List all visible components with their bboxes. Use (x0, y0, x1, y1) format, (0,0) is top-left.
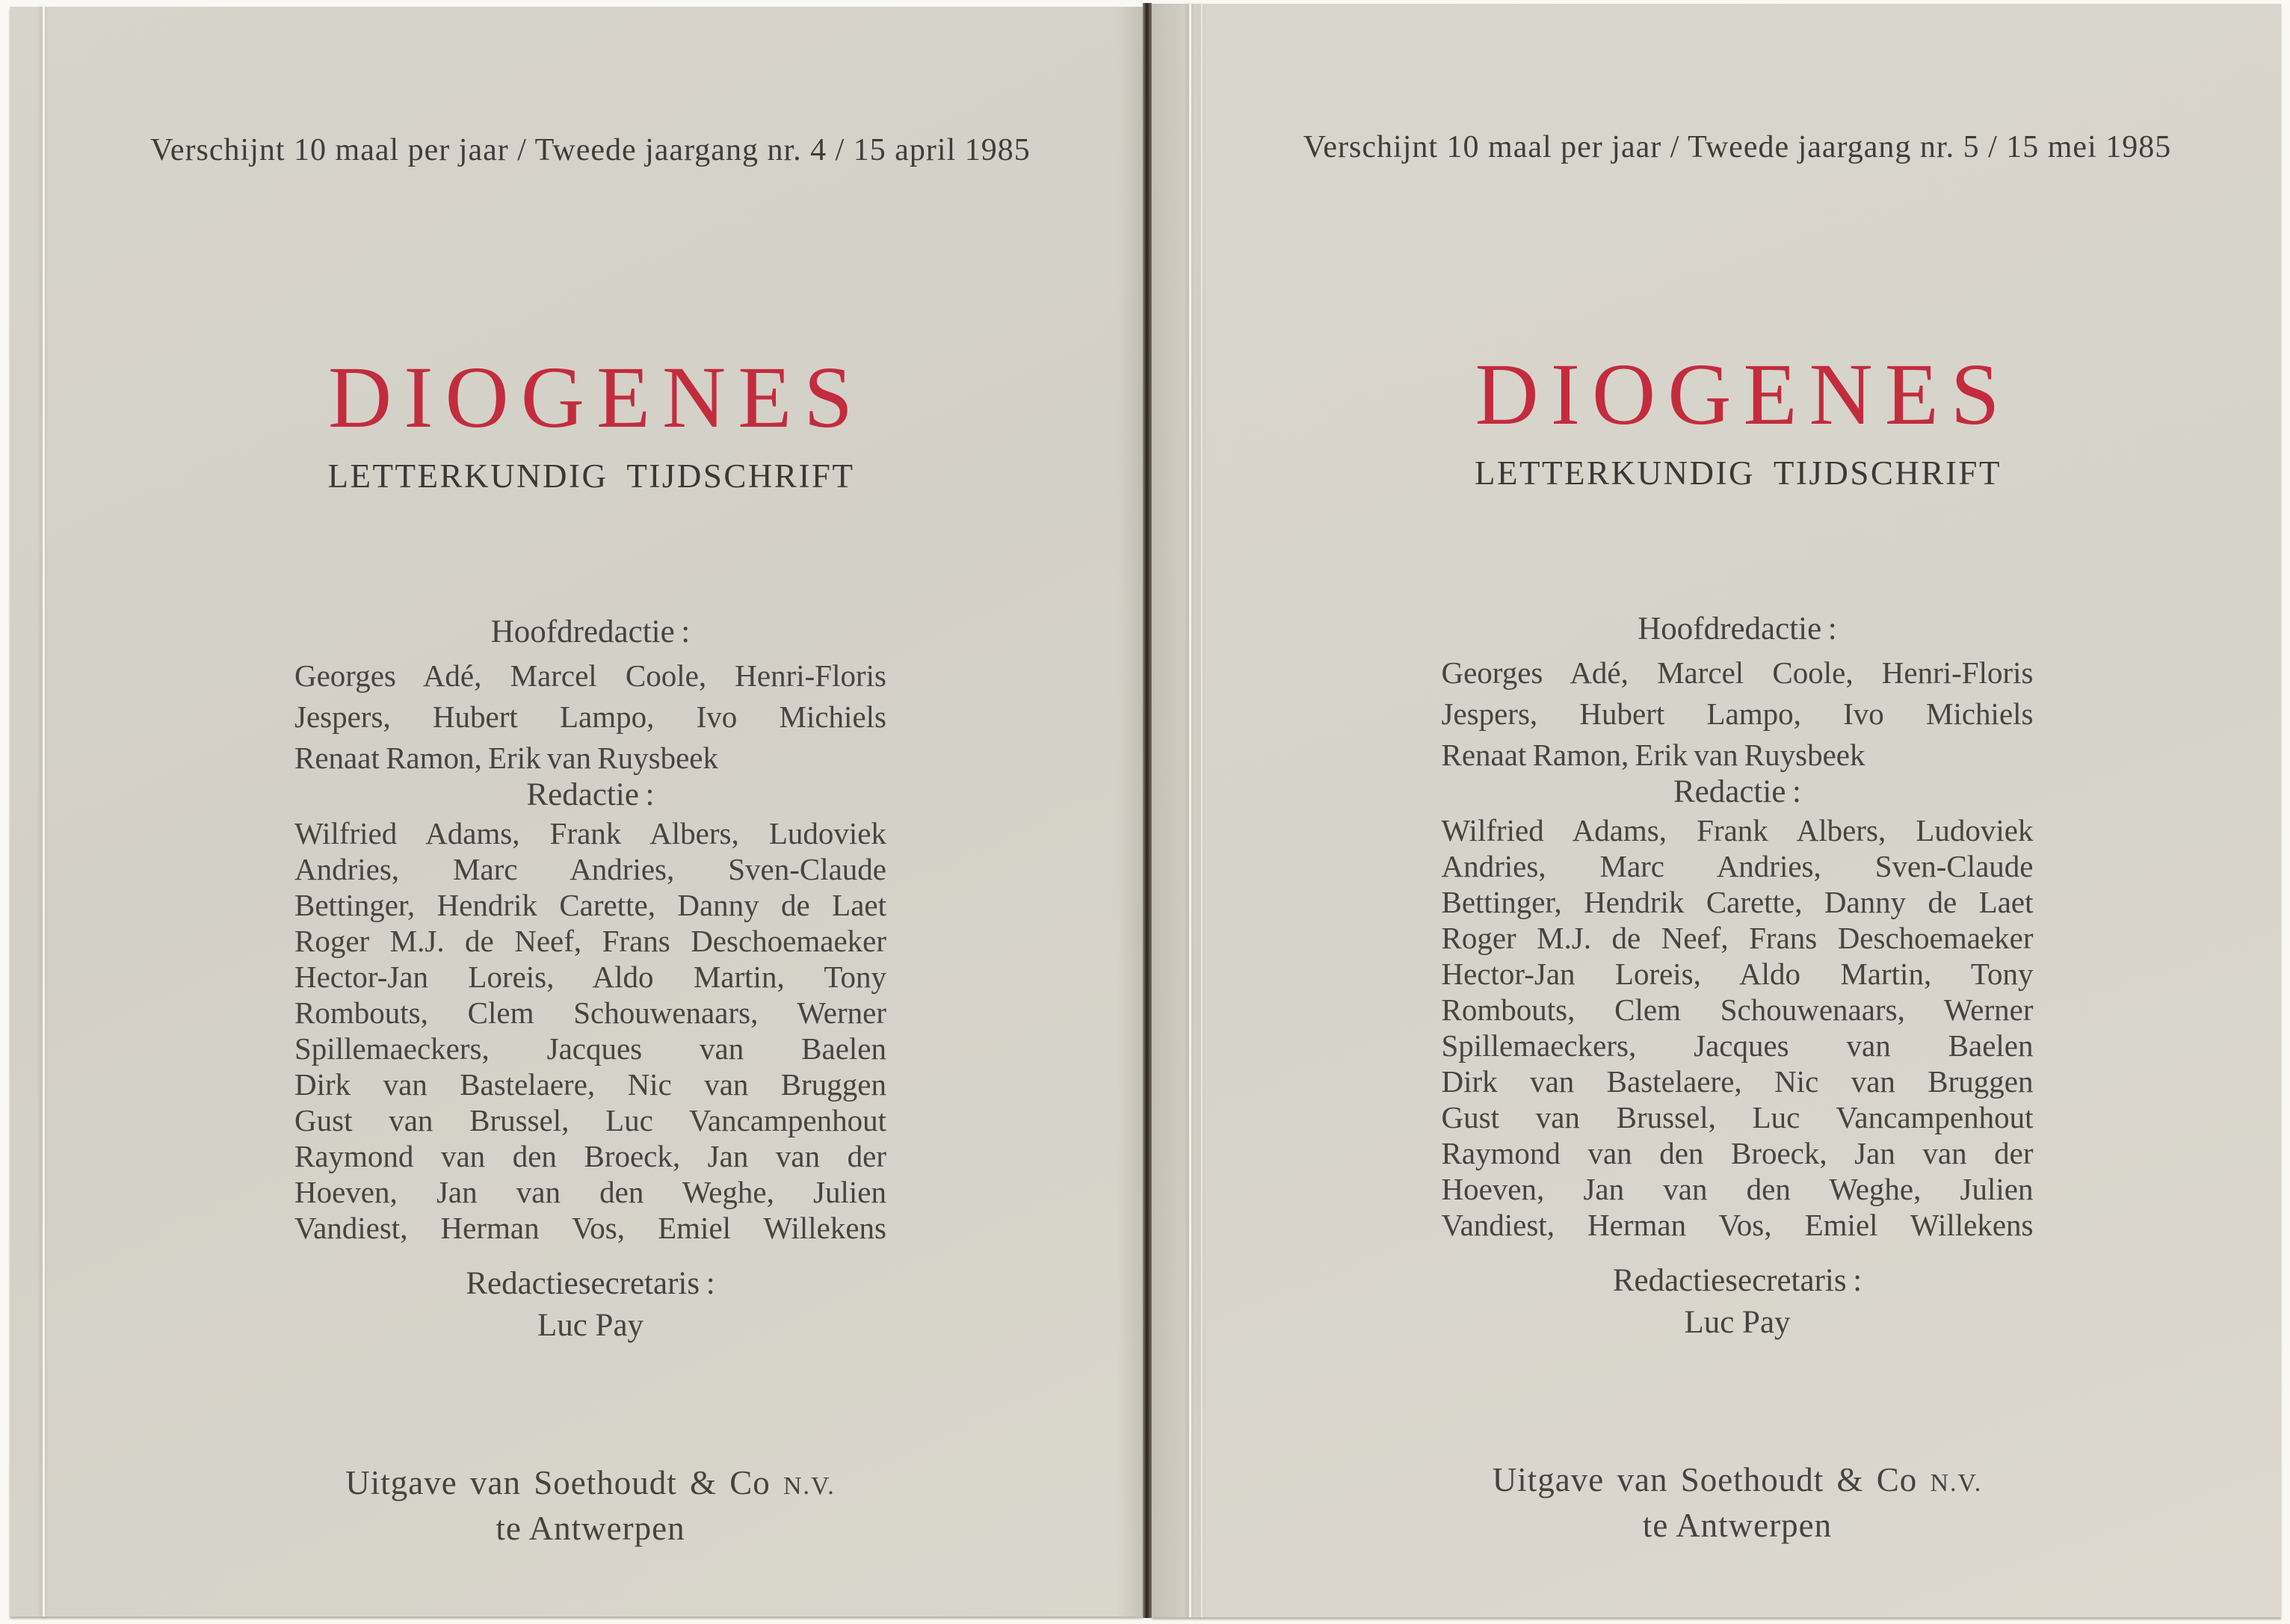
text-line: Rombouts, Clem Schouwenaars, Werner (294, 995, 886, 1030)
imprint-city: te Antwerpen (1642, 1507, 1833, 1544)
text-line: Andries, Marc Andries, Sven-Claude (294, 852, 886, 886)
text-line: Hoeven, Jan van den Weghe, Julien (1441, 1172, 2034, 1206)
redactiesecretaris-name: Luc Pay (537, 1308, 644, 1343)
hoofdredactie-names (294, 655, 886, 779)
redactie-heading: Redactie : (1673, 774, 1801, 809)
redactie-names (294, 815, 886, 1246)
text-line: Andries, Marc Andries, Sven-Claude (1441, 849, 2034, 883)
issue-info-line: Verschijnt 10 maal per jaar / Tweede jaargang nr. 5 / 15 mei 1985 (1303, 130, 2172, 164)
issue-info-line: Verschijnt 10 maal per jaar / Tweede jaargang nr. 4 / 15 april 1985 (150, 133, 1031, 167)
redactiesecretaris-heading: Redactiesecretaris : (466, 1266, 715, 1301)
text-line: Gust van Brussel, Luc Vancampenhout (1441, 1100, 2034, 1134)
text-line: Georges Adé, Marcel Coole, Henri-Floris (1441, 655, 2034, 690)
masthead (1194, 339, 2281, 495)
imprint-publisher (38, 1463, 1143, 1507)
imprint-nv-smallcaps: N.V. (1930, 1469, 1983, 1497)
cover-content (38, 7, 1143, 1617)
redactie-names (1442, 812, 2034, 1243)
text-line: Bettinger, Hendrik Carette, Danny de Laet (1441, 885, 2034, 919)
redactie-heading: Redactie : (526, 777, 655, 812)
imprint-publisher-text: Uitgave van Soethoudt & Co (1492, 1461, 1918, 1498)
text-line: Jespers, Hubert Lampo, Ivo Michiels (1441, 697, 2034, 731)
magazine-subtitle: LETTERKUNDIG TIJDSCHRIFT (327, 457, 855, 495)
text-line: Raymond van den Broeck, Jan van der (1441, 1136, 2034, 1170)
text-line: Spillemaeckers, Jacques van Baelen (294, 1031, 886, 1066)
text-line: Vandiest, Herman Vos, Emiel Willekens (1441, 1208, 2034, 1242)
text-line: Renaat Ramon, Erik van Ruysbeek (1441, 738, 1865, 772)
hoofdredactie-names (1442, 652, 2034, 776)
hoofdredactie-heading: Hoofdredactie : (490, 614, 691, 649)
text-line: Dirk van Bastelaere, Nic van Bruggen (1441, 1064, 2034, 1099)
text-line: Georges Adé, Marcel Coole, Henri-Floris (294, 658, 886, 693)
text-line: Wilfried Adams, Frank Albers, Ludoviek (294, 816, 886, 850)
text-line: Hector-Jan Loreis, Aldo Martin, Tony (1441, 957, 2034, 991)
text-line: Dirk van Bastelaere, Nic van Bruggen (294, 1067, 886, 1102)
masthead (38, 342, 1143, 498)
text-line: Gust van Brussel, Luc Vancampenhout (294, 1103, 886, 1137)
magazine-title: DIOGENES (1475, 345, 2012, 443)
imprint-city: te Antwerpen (496, 1510, 685, 1547)
text-line: Vandiest, Herman Vos, Emiel Willekens (294, 1211, 886, 1245)
text-line: Hoeven, Jan van den Weghe, Julien (294, 1175, 886, 1209)
text-line: Wilfried Adams, Frank Albers, Ludoviek (1441, 813, 2034, 847)
text-line: Raymond van den Broeck, Jan van der (294, 1139, 886, 1173)
imprint (1194, 1460, 2281, 1546)
text-line: Rombouts, Clem Schouwenaars, Werner (1441, 992, 2034, 1027)
cover-fold-crease (1189, 4, 1191, 1617)
text-line: Jespers, Hubert Lampo, Ivo Michiels (294, 700, 886, 734)
text-line: Spillemaeckers, Jacques van Baelen (1441, 1028, 2034, 1063)
redactiesecretaris-heading: Redactiesecretaris : (1612, 1263, 1862, 1298)
text-line: Hector-Jan Loreis, Aldo Martin, Tony (294, 960, 886, 994)
text-line: Roger M.J. de Neef, Frans Deschoemaeker (1441, 921, 2034, 955)
cover-edge-seam (1143, 3, 1152, 1618)
text-line: Renaat Ramon, Erik van Ruysbeek (294, 741, 719, 775)
imprint-publisher-text: Uitgave van Soethoudt & Co (345, 1464, 771, 1501)
imprint-nv-smallcaps: N.V. (783, 1472, 836, 1500)
redactiesecretaris-name: Luc Pay (1684, 1305, 1791, 1340)
text-line: Roger M.J. de Neef, Frans Deschoemaeker (294, 924, 886, 958)
imprint (38, 1463, 1143, 1549)
hoofdredactie-heading: Hoofdredactie : (1638, 611, 1837, 646)
cover-content (1194, 4, 2281, 1617)
magazine-title: DIOGENES (328, 348, 865, 446)
cover-issue-5 (1152, 4, 2281, 1617)
text-line: Bettinger, Hendrik Carette, Danny de Laet (294, 888, 886, 922)
magazine-subtitle: LETTERKUNDIG TIJDSCHRIFT (1475, 454, 2002, 492)
cover-issue-4 (10, 7, 1143, 1617)
imprint-publisher (1194, 1460, 2281, 1504)
